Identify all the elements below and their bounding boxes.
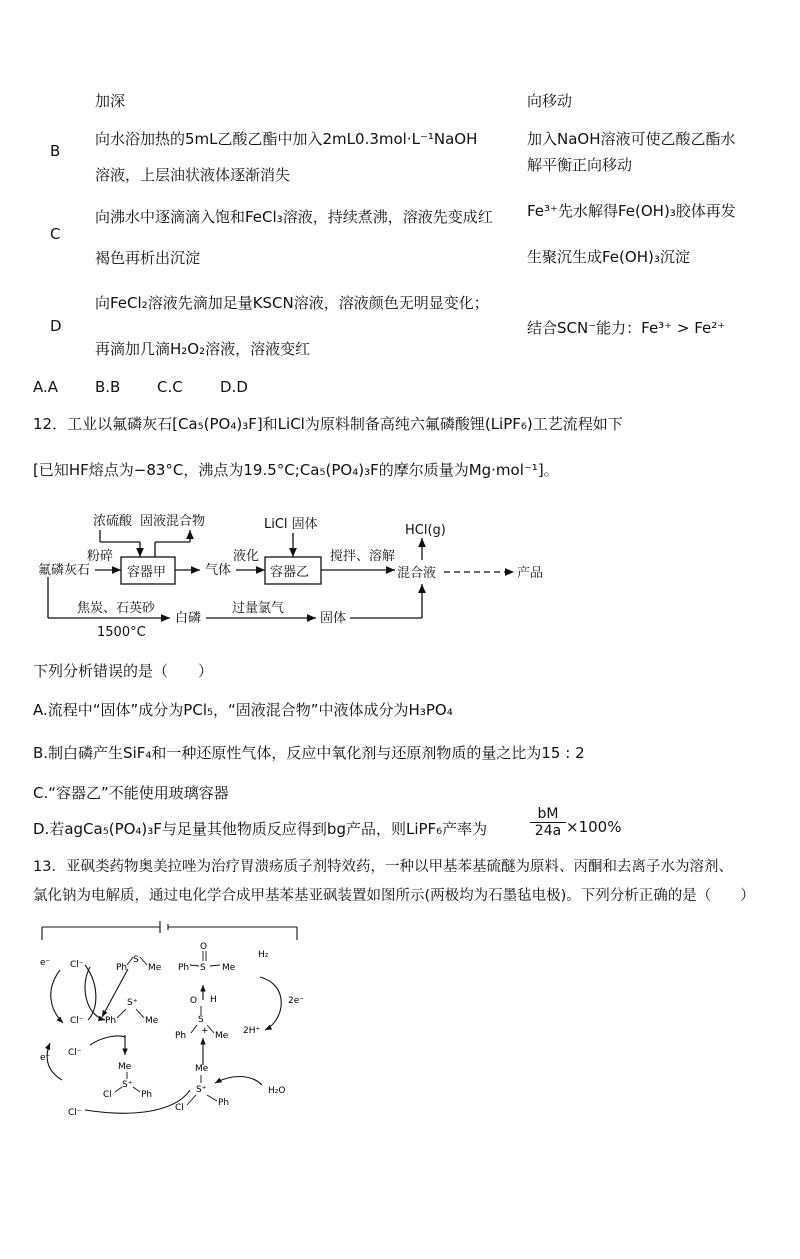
cl-atom-label-2: Cl <box>175 1103 184 1113</box>
flow-solid: 固体 <box>320 611 347 626</box>
row-b-left-2: 溶液，上层油状液体逐渐消失 <box>95 166 291 184</box>
row-d-left-2: 再滴加几滴H₂O₂溶液，溶液变红 <box>95 340 311 358</box>
flow-mix: 混合液 <box>397 566 437 581</box>
flow-white-p: 白磷 <box>175 611 202 626</box>
me-label-6: Me <box>195 1064 209 1074</box>
o-label-2: O <box>190 996 198 1006</box>
me-label-4: Me <box>215 1031 229 1041</box>
q13-line2: 氯化钠为电解质，通过电化学合成甲基苯基亚砜装置如图所示(两极均为石墨毡电极)。下列分析正确的是（ ） <box>33 888 755 904</box>
flow-product: 产品 <box>517 566 544 581</box>
row-c-right-2: 生聚沉生成Fe(OH)₃沉淀 <box>527 248 690 266</box>
electron-label-2: e⁻ <box>40 1053 51 1063</box>
chloride-label-2: Cl⁻ <box>70 1016 84 1026</box>
flow-acid: 浓硫酸 <box>93 514 133 529</box>
chloride-label-3: Cl⁻ <box>68 1048 82 1058</box>
q12-option-a: A.流程中“固体”成分为PCl₅，“固液混合物”中液体成分为H₃PO₄ <box>33 701 453 719</box>
flow-chlorine: 过量氯气 <box>232 601 285 616</box>
chloride-label-1: Cl⁻ <box>70 960 84 970</box>
q11-option-a: A.A <box>33 378 59 396</box>
s-label-3: S <box>198 1015 204 1025</box>
ph-label-1: Ph <box>116 963 128 973</box>
row-b-right-1: 加入NaOH溶液可使乙酸乙酯水 <box>527 130 736 148</box>
plus-label-1: + <box>201 1026 209 1036</box>
flow-vessel-b: 容器乙 <box>270 565 310 580</box>
row-a-left: 加深 <box>95 92 126 110</box>
me-label-5: Me <box>118 1062 132 1072</box>
ph-label-4: Ph <box>175 1031 187 1041</box>
s-plus-label-3: S⁺ <box>196 1085 207 1095</box>
row-a-right: 向移动 <box>527 92 573 110</box>
fraction <box>530 806 566 839</box>
fraction-numerator: bM <box>530 806 566 823</box>
h2o-label: H₂O <box>268 1086 286 1096</box>
row-d-label: D <box>50 317 62 335</box>
h-label: H <box>210 995 217 1005</box>
me-label-2: Me <box>145 1016 159 1026</box>
s-label-1: S <box>133 955 139 965</box>
q11-option-c: C.C <box>157 378 183 396</box>
q12-option-d-tail: ×100% <box>566 818 622 836</box>
me-label-3: Me <box>222 963 236 973</box>
h2-label: H₂ <box>258 950 269 960</box>
row-c-label: C <box>50 225 61 243</box>
q12-question: 下列分析错误的是（ ） <box>33 662 214 680</box>
flow-coke: 焦炭、石英砂 <box>77 601 156 616</box>
flow-hcl: HCl(g) <box>405 523 446 538</box>
ph-label-2: Ph <box>105 1016 117 1026</box>
flow-temp: 1500°C <box>97 625 146 640</box>
ph-label-6: Ph <box>218 1098 230 1108</box>
flow-gas: 气体 <box>205 563 232 578</box>
ph-label-3: Ph <box>178 963 190 973</box>
q12-option-b: B.制白磷产生SiF₄和一种还原性气体，反应中氧化剂与还原剂物质的量之比为15 : 2 <box>33 744 585 762</box>
row-c-left-1: 向沸水中逐滴滴入饱和FeCl₃溶液，持续煮沸，溶液先变成红 <box>95 208 493 226</box>
flow-vessel-a: 容器甲 <box>127 565 167 580</box>
q12-known: [已知HF熔点为−83°C，沸点为19.5°C;Ca₅(PO₄)₃F的摩尔质量为Mg·mol⁻¹]。 <box>33 461 559 479</box>
cl-atom-label-1: Cl <box>103 1090 112 1100</box>
q11-option-b: B.B <box>95 378 121 396</box>
fraction-denominator: 24a <box>534 823 562 839</box>
chloride-label-4: Cl⁻ <box>68 1108 82 1118</box>
flow-raw: 氟磷灰石 <box>38 563 91 578</box>
s-plus-label-2: S⁺ <box>122 1080 133 1090</box>
q12-option-c: C.“容器乙”不能使用玻璃容器 <box>33 784 229 802</box>
two-e-label: 2e⁻ <box>288 996 305 1006</box>
flow-solid-liquid: 固液混合物 <box>140 514 206 529</box>
flow-licl: LiCl 固体 <box>264 517 318 532</box>
ph-label-5: Ph <box>141 1090 153 1100</box>
q13-line1: 13．亚砜类药物奥美拉唑为治疗胃溃疡质子剂特效药，一种以甲基苯基硫醚为原料、丙酮和去离子水为溶剂、 <box>33 859 733 875</box>
o-label-1: O <box>200 942 208 952</box>
row-c-right-1: Fe³⁺先水解得Fe(OH)₃胶体再发 <box>527 202 736 220</box>
flow-stir: 搅拌、溶解 <box>330 549 396 564</box>
row-b-label: B <box>50 142 61 160</box>
flow-crush: 粉碎 <box>87 549 114 564</box>
s-plus-label-1: S⁺ <box>127 998 138 1008</box>
q12-stem: 12．工业以氟磷灰石[Ca₅(PO₄)₃F]和LiCl为原料制备高纯六氟磷酸锂(LiPF₆)工艺流程如下 <box>33 415 623 433</box>
row-c-left-2: 褐色再析出沉淀 <box>95 249 201 267</box>
row-b-left-1: 向水浴加热的5mL乙酸乙酯中加入2mL0.3mol·L⁻¹NaOH <box>95 130 478 148</box>
me-label-1: Me <box>148 963 162 973</box>
q12-option-d: D.若agCa₅(PO₄)₃F与足量其他物质反应得到bg产品，则LiPF₆产率为 <box>33 820 488 838</box>
electrolysis-diagram <box>0 905 800 1135</box>
s-label-2: S <box>200 963 206 973</box>
electron-label-1: e⁻ <box>40 958 51 968</box>
q11-option-d: D.D <box>220 378 248 396</box>
two-h-label: 2H⁺ <box>243 1026 261 1036</box>
flow-liquefy: 液化 <box>233 549 260 564</box>
row-d-right-1: 结合SCN⁻能力：Fe³⁺ > Fe²⁺ <box>527 319 726 337</box>
row-b-right-2: 解平衡正向移动 <box>527 156 633 174</box>
row-d-left-1: 向FeCl₂溶液先滴加足量KSCN溶液，溶液颜色无明显变化； <box>95 294 489 312</box>
